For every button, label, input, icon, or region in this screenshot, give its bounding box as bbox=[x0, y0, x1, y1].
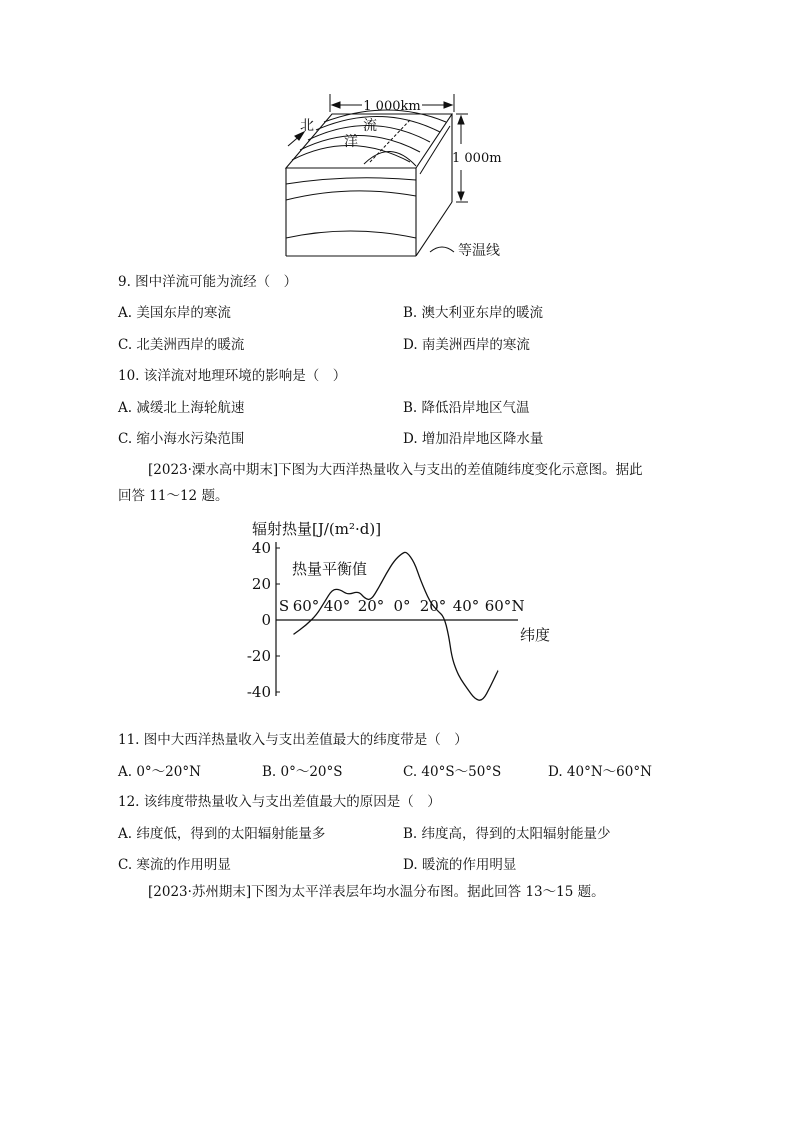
chart-x-axis-label: 纬度 bbox=[520, 626, 551, 644]
question-9-stem: 9. 图中洋流可能为流经（ ） bbox=[118, 274, 298, 290]
question-9-option-d: D. 南美洲西岸的寒流 bbox=[403, 337, 530, 353]
chart-y-tick-label: 40 bbox=[251, 539, 271, 557]
question-10-option-d: D. 增加沿岸地区降水量 bbox=[403, 431, 544, 447]
question-11-option-d: D. 40°N～60°N bbox=[548, 764, 652, 780]
question-12-option-a: A. 纬度低，得到的太阳辐射能量多 bbox=[118, 826, 326, 842]
question-10-stem: 10. 该洋流对地理环境的影响是（ ） bbox=[118, 368, 347, 384]
block-outline bbox=[286, 114, 452, 256]
question-9-option-c: C. 北美洲西岸的暖流 bbox=[118, 337, 245, 353]
chart-x-tick-labels bbox=[279, 597, 525, 615]
side-isotherms bbox=[420, 126, 450, 174]
chart-x-tick-label: S bbox=[278, 597, 290, 615]
ocean-current-block-diagram bbox=[270, 92, 530, 264]
question-11-option-c: C. 40°S～50°S bbox=[403, 764, 502, 780]
question-9-option-b: B. 澳大利亚东岸的暖流 bbox=[403, 305, 544, 321]
question-10-option-b: B. 降低沿岸地区气温 bbox=[403, 400, 530, 416]
chart-y-tick-label: -20 bbox=[246, 647, 271, 665]
width-label: 1 000km bbox=[363, 99, 421, 114]
question-10-option-a: A. 减缓北上海轮航速 bbox=[118, 400, 245, 416]
intro-13-15 bbox=[118, 879, 678, 905]
question-11-stem: 11. 图中大西洋热量收入与支出差值最大的纬度带是（ ） bbox=[118, 732, 468, 748]
intro-11-12 bbox=[118, 457, 678, 509]
chart-x-tick-label: 60° bbox=[292, 597, 320, 615]
intro-13-15-line1: [2023·苏州期末]下图为太平洋表层年均水温分布图。据此回答 13～15 题。 bbox=[148, 884, 605, 900]
question-9-option-a: A. 美国东岸的寒流 bbox=[118, 305, 231, 321]
chart-x-tick-label: 20° bbox=[419, 597, 447, 615]
question-10-option-c: C. 缩小海水污染范围 bbox=[118, 431, 245, 447]
chart-x-tick-label: 0° bbox=[393, 597, 411, 615]
chart-y-axis-label: 辐射热量[J/(m²·d)] bbox=[252, 520, 382, 538]
north-char: 北 bbox=[300, 118, 314, 134]
isotherm-legend-label: 等温线 bbox=[458, 243, 500, 259]
chart-y-ticks bbox=[247, 539, 280, 701]
chart-x-tick-label: 40° bbox=[323, 597, 351, 615]
question-11-option-b: B. 0°～20°S bbox=[262, 764, 343, 780]
chart-y-tick-label: 0 bbox=[261, 611, 271, 629]
question-12-stem: 12. 该纬度带热量收入与支出差值最大的原因是（ ） bbox=[118, 794, 441, 810]
depth-label: 1 000m bbox=[452, 151, 502, 166]
heat-balance-chart bbox=[240, 512, 560, 720]
intro-11-12-line2: 回答 11～12 题。 bbox=[118, 488, 229, 504]
chart-annotation: 热量平衡值 bbox=[292, 560, 368, 578]
chart-x-tick-label: 20° bbox=[357, 597, 385, 615]
question-12-option-b: B. 纬度高，得到的太阳辐射能量少 bbox=[403, 826, 611, 842]
chart-y-tick-label: -40 bbox=[246, 683, 271, 701]
question-12-option-c: C. 寒流的作用明显 bbox=[118, 857, 231, 873]
front-isotherms bbox=[286, 178, 416, 238]
question-12-option-d: D. 暖流的作用明显 bbox=[403, 857, 517, 873]
current-char-liu: 流 bbox=[363, 118, 377, 134]
chart-x-tick-label: N bbox=[511, 597, 525, 615]
intro-11-12-line1: [2023·溧水高中期末]下图为大西洋热量收入与支出的差值随纬度变化示意图。据此 bbox=[148, 462, 643, 478]
current-char-yang: 洋 bbox=[344, 134, 358, 150]
chart-y-tick-label: 20 bbox=[251, 575, 271, 593]
north-arrow bbox=[288, 132, 304, 146]
chart-x-tick-label: 60° bbox=[484, 597, 512, 615]
isotherm-legend-symbol bbox=[430, 247, 454, 252]
chart-x-tick-label: 40° bbox=[452, 597, 480, 615]
question-11-option-a: A. 0°～20°N bbox=[118, 764, 201, 780]
